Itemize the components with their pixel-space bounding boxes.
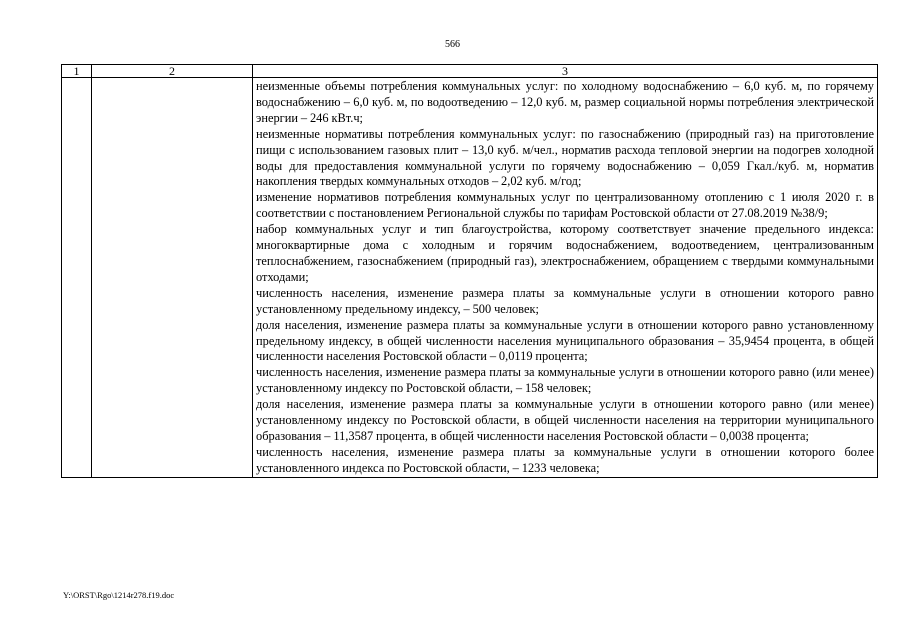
paragraph-population-equal-limit: численность населения, изменение размера платы за коммунальные услуги в отношении которого равно установленному предельному индексу, – 500 человек; xyxy=(256,285,874,316)
table-header-row xyxy=(62,65,878,78)
paragraph-population-above: численность населения, изменение размера платы за коммунальные услуги в отношении которого более установленного индекса по Ростовской области, – 1233 человека; xyxy=(256,444,874,475)
paragraph-utility-set: набор коммунальных услуг и тип благоустройства, которому соответствует значение предельного индекса: многоквартирные дома с холодным и горячим водоснабжением, водоотведением, централизованным теплоснабжением, газоснабжением (природный газ), электроснабжением, обращением с твердыми коммунальными отходами; xyxy=(256,222,874,284)
footer-file-path: Y:\ORST\Rgo\1214r278.f19.doc xyxy=(63,590,175,600)
cell-column-1 xyxy=(62,78,92,478)
table-row xyxy=(62,78,878,478)
column-header-1: 1 xyxy=(62,65,92,78)
paragraph-consumption-norms: неизменные нормативы потребления коммунальных услуг: по газоснабжению (природный газ) на приготовление пищи с использованием газовых плит – 13,0 куб. м/чел., норматив расхода тепловой энергии на подогрев холодной воды для предоставления коммунальной услуги по горячему водоснабжению – 0,059 Гкал./куб. м, норматив накопления твердых коммунальных отходов – 2,02 куб. м/год; xyxy=(256,126,874,189)
paragraph-consumption-volumes: неизменные объемы потребления коммунальных услуг: по холодному водоснабжению – 6,0 куб. м, по горячему водоснабжению – 6,0 куб. м, по водоотведению – 12,0 куб. м, размер социальной нормы потребления электрической энергии – 246 кВт.ч; xyxy=(256,79,874,125)
column-header-2: 2 xyxy=(92,65,253,78)
paragraph-share-equal-or-less: доля населения, изменение размера платы за коммунальные услуги в отношении которого равно (или менее) установленному индексу по Ростовской области, в общей численности населения на территории муниципального образования – 11,3587 процента, в общей численности населения Ростовской области – 0,0038 процента; xyxy=(256,397,874,443)
paragraph-share-equal-limit: доля населения, изменение размера платы за коммунальные услуги в отношении которого равно установленному предельному индексу, в общей численности населения муниципального образования – 35,9454 процента, в общей численности населения Ростовской области – 0,0119 процента; xyxy=(256,317,874,364)
page-number: 566 xyxy=(445,39,460,50)
content-table xyxy=(61,64,878,478)
cell-column-3 xyxy=(253,78,878,478)
paragraph-heating-norm-change: изменение нормативов потребления коммунальных услуг по централизованному отоплению с 1 июля 2020 г. в соответствии с постановлением Региональной службы по тарифам Ростовской области от 27.08.2019 №38/9; xyxy=(256,190,874,221)
paragraph-population-equal-or-less: численность населения, изменение размера платы за коммунальные услуги в отношении которого равно (или менее) установленному индексу по Ростовской области, – 158 человек; xyxy=(256,365,874,396)
cell-column-2 xyxy=(92,78,253,478)
column-header-3: 3 xyxy=(253,65,878,78)
